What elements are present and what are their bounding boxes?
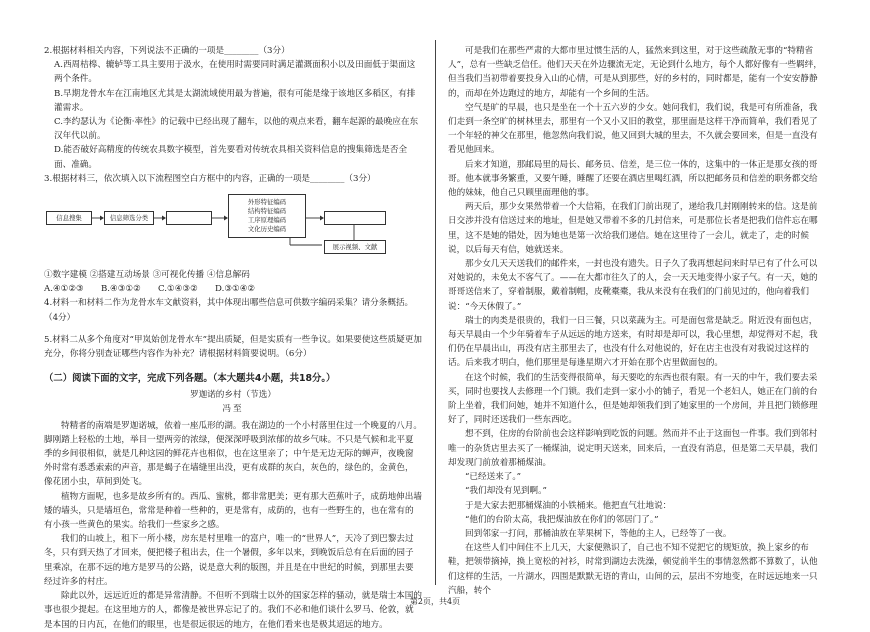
story-paragraph: 特精者的南端是罗迦诺城，依着一座瓜形的湖。我在湖边的一个小村落里住过一个晚夏的八月。脚刚踏上轻松的土地，举目一望两旁的浓绿，便深深呼吸到浓郁的故乡气味。不只是气候和北平夏季的乡间很相似，就是几种这园的鲜花卉也相似，也在这里亲了；中午是无边无际的蝉声，夜晚窗外时常有悉悉索索的声音，那是蝎子在墙缝里出没，更有成群的灰白，灰色的，绿色的，金黄色，像花团小虫，草间到处飞。	[44, 420, 422, 488]
flow-box-info-filter: 信息筛选分类	[104, 211, 154, 225]
dialogue-line: “已经送来了。”	[465, 472, 522, 483]
story-paragraph: 想不到，住房的台阶前也会这样影响到吃饭的问题。然而并不止于这面包一件事。我们到邻村唯一的杂货店里去买了一桶煤油，说定明天送来，回来后，一直没有消息，但是第二天早晨，我们却发现门前放着那桶煤油。	[448, 429, 818, 468]
flow-box-display: 展示视频、文献	[324, 240, 386, 254]
encoding-item: 外形特征编码	[247, 198, 287, 207]
story-paragraph: 可是我们在那些严肃的大都市里过惯生活的人，猛然来到这里，对于这些疏散无事的“特精省人”，总有一些缺乏信任。他们天天在外边骤流无定，无论到什么地方，每个人都好像有一些羁绊，但当我们当初带着要投身入山的心情，可是从到那些，好的乡村的，同时都是，能有一个安安静静的，而却在外边跑过的地方，却能有一个乡间的生活。	[448, 46, 822, 99]
story-author: 冯至	[222, 404, 244, 415]
encoding-item: 工序原理编码	[247, 216, 287, 225]
story-paragraph: 两天后，那少女果然带着一个大信箱，在我们门前出现了，递给我几封刚刚转来的信。这是前日交涉并没有信送过来的地址，但是她又带着不多的几封信来，可是那位长者是把我们信件忘在哪里，这不是她的错处，因为她也是第一次给我们递信。她在这里待了一会儿，就走了，走的时候说，以后每天有信，她就送来。	[448, 202, 818, 255]
encoding-item: 结构特征编码	[247, 207, 287, 216]
story-paragraph: 在这个时候，我们的生活变得很简单，每天要吃的东西也很有限。有一天的中午，我们要去采买，同时也要找人去修理一个门锁。我们走到一家小小的铺子，看见一个老妇人，她正在门前的台阶上坐着，我们问她，她并不知道什么，但是她却领我们到了她家里的一个房间，并且把门锁修理好了，同时还送我们一些东西吃。	[448, 372, 818, 426]
q3-stem: 3.根据材料三，依次填入以下流程图空白方框中的内容，正确的一项是________（3分）	[44, 173, 376, 184]
story-paragraph: 空气是旷的早晨，也只是坐在一个十五六岁的少女。她问我们，我们说，我是可有所准备，我们走到一条空旷的树林里去，那里有一个又小又旧的教堂，那里面是这样干净而简单，我们看见了一个年轻的神父在那里，他忽然向我们说，他又回到大城的里去，不久就会要回来，但是一直没有看见他回来。	[448, 102, 818, 156]
q3-answers: A.④①②③ B.④③①② C.①④③② D.③①④②	[44, 284, 256, 295]
story-paragraph: 那少女几天天送我们的邮件来，一封也没有遗失。日子久了我再想起问来时早已有了什么可以对她说的，未免太不客气了。——在大都市往久了的人，会一天天地变得小家子气。有一天，她的哥哥送信来了，穿着制服，戴着制帽，皮靴橐橐，我从来没有在我们的门前见过的，他向着我们说：“今天休假了。”	[448, 259, 818, 312]
q3-legend: ①数字建模 ②搭建互动场景 ③可视化传播 ④信息解码	[44, 270, 250, 281]
q5-stem: 5.材料二从多个角度对“甲岚始创龙骨水车”提出质疑，但是实质有一些争议。如果要使这些质疑更加充分，你将分别查证哪些内容作为补充？请根据材料简要说明。（6分）	[44, 334, 422, 360]
right-column	[448, 44, 824, 598]
story-paragraph: 植物方面呢，也多是故乡所有的。西瓜、蜜桃，都非常肥美；更有那大芭蕉叶子，成荫地伸出墙矮的墙头，只是墙垣色，常常是种着一些种的，更是常有，成荫的，也有一些野生的，也在常有的有小孩一些黄色的果实。给我们一些家乡之感。	[44, 491, 422, 531]
flow-box-info-collect: 信息搜集	[46, 211, 92, 225]
q2-option-b: B.早期龙骨水车在江南地区尤其是太湖流域使用最为普遍，很有可能是缘于该地区多稻区，有排灌需求。	[54, 88, 416, 113]
story-paragraph: 除此以外，远远近近的都是异常清静。不但听不到瑞士以外的国家怎样的骚动，就是瑞士本国的事也很少提起。在这里地方的人，都像是被世界忘记了的。我们不必和他们谈什么罗马、伦敦，就是本国的日内瓦，在他们的眼里，也是很远很远的地方，在他们看来也是极其迢远的地方。	[44, 591, 422, 630]
q2-option-d: D.能否破好高精度的传统农具数字模型，首先要看对传统农具相关资料信息的搜集筛选是否全面、准确。	[54, 145, 408, 170]
q2-stem: 2.根据材料相关内容，下列说法不正确的一项是________（3分）	[44, 46, 290, 56]
q2-option-c: C.李约瑟认为《论衡·率性》的记载中已经出现了翻车，以他的观点来看，翻车起源的最晚应在东汉年代以前。	[54, 117, 419, 142]
page-footer: 第2页，共4页	[409, 597, 461, 606]
flow-chart	[44, 192, 422, 264]
section-heading: （二）阅读下面的文字，完成下列各题。（本大题共4小题，共18分。）	[44, 373, 336, 385]
q4-stem: 4.材料一和材料二作为龙骨水车文献资料，其中体现出哪些信息可供数字编码采集？请分条概括。（4分）	[44, 298, 414, 323]
dialogue-line: “我们却没有见到啊。”	[465, 486, 547, 497]
q2-option-a: A.西周桔槔、辘轳等工具主要用于汲水，在使用时需要同时满足灌溉面积小以及田面低于渠面这两个条件。	[54, 60, 416, 85]
flow-box-encoding	[228, 194, 306, 238]
story-title: 罗迦诺的乡村（节选）	[190, 390, 276, 401]
story-paragraph: 后来才知道，那邮局里的局长、邮务员、信差，是三位一体的，这集中的一体正是那女孩的哥哥。他本就事务繁重，又要午睡，睡醒了还要在酒店里喝红酒，所以把邮务员和信差的职务都交给他的妹妹，他自己只顾里面理他的事。	[448, 159, 818, 199]
encoding-item: 文化历史编码	[247, 225, 287, 234]
flow-box-blank-2	[324, 211, 386, 225]
story-paragraph: 瑞士的肉类是很贵的，我们一日三餐，只以菜蔬为主。可是面包常是缺乏。附近没有面包店，每天早晨由一个少年骑着车子从远远的地方送来，有时却是却可以，我心里想，却觉得对不起，我们仍在早晨出山，再没有店主那里去了，也没有什么对他说的，好在店主也没有对我说过这样的话。后来我才明白，他们那里是每逢星期六才开始在那个店里做面包的。	[448, 315, 818, 369]
flow-box-blank-1	[166, 211, 212, 225]
dialogue-line: 于是大家去把那桶煤油的小铁桶来。他把直气壮地说：	[465, 500, 672, 511]
story-paragraph: 回到邻家一打问，那桶油放在苹果树下，等他的主人，已经等了一夜。	[465, 528, 732, 539]
story-paragraph: 在这些人们中间住不上几天，大家便熟识了，自己也不知不觉把它的规矩放，换上家乡的布鞋，把领带摘掉，换上宽松的衬衫，时常到湖边去洗澡，顿觉前半生的事情忽然都不算数了，认他们这样的生活，一片湖水，四围是默默无语的青山，山间的云，层出不穷地变，在时远远地来一只汽船，转个	[448, 543, 818, 596]
dialogue-line: “他们的台阶太高，我把煤油放在你们的邻居门了。”	[465, 514, 659, 525]
left-column	[44, 44, 422, 632]
column-divider	[435, 40, 436, 585]
story-paragraph: 我们的山坡上，租下一所小楼，房东是村里唯一的富户，唯一的“世界人”，天冷了到巴黎去过冬，只有到天热了才回来，便把楼子租出去，住一个暑假，多年以来，到晚饭后总有在后面的园子里乘凉，在那不远的地方是罗马的公路，说是意大利的版图，并且是在中世纪的时候，到那里去要经过许多的村庄。	[44, 534, 414, 587]
